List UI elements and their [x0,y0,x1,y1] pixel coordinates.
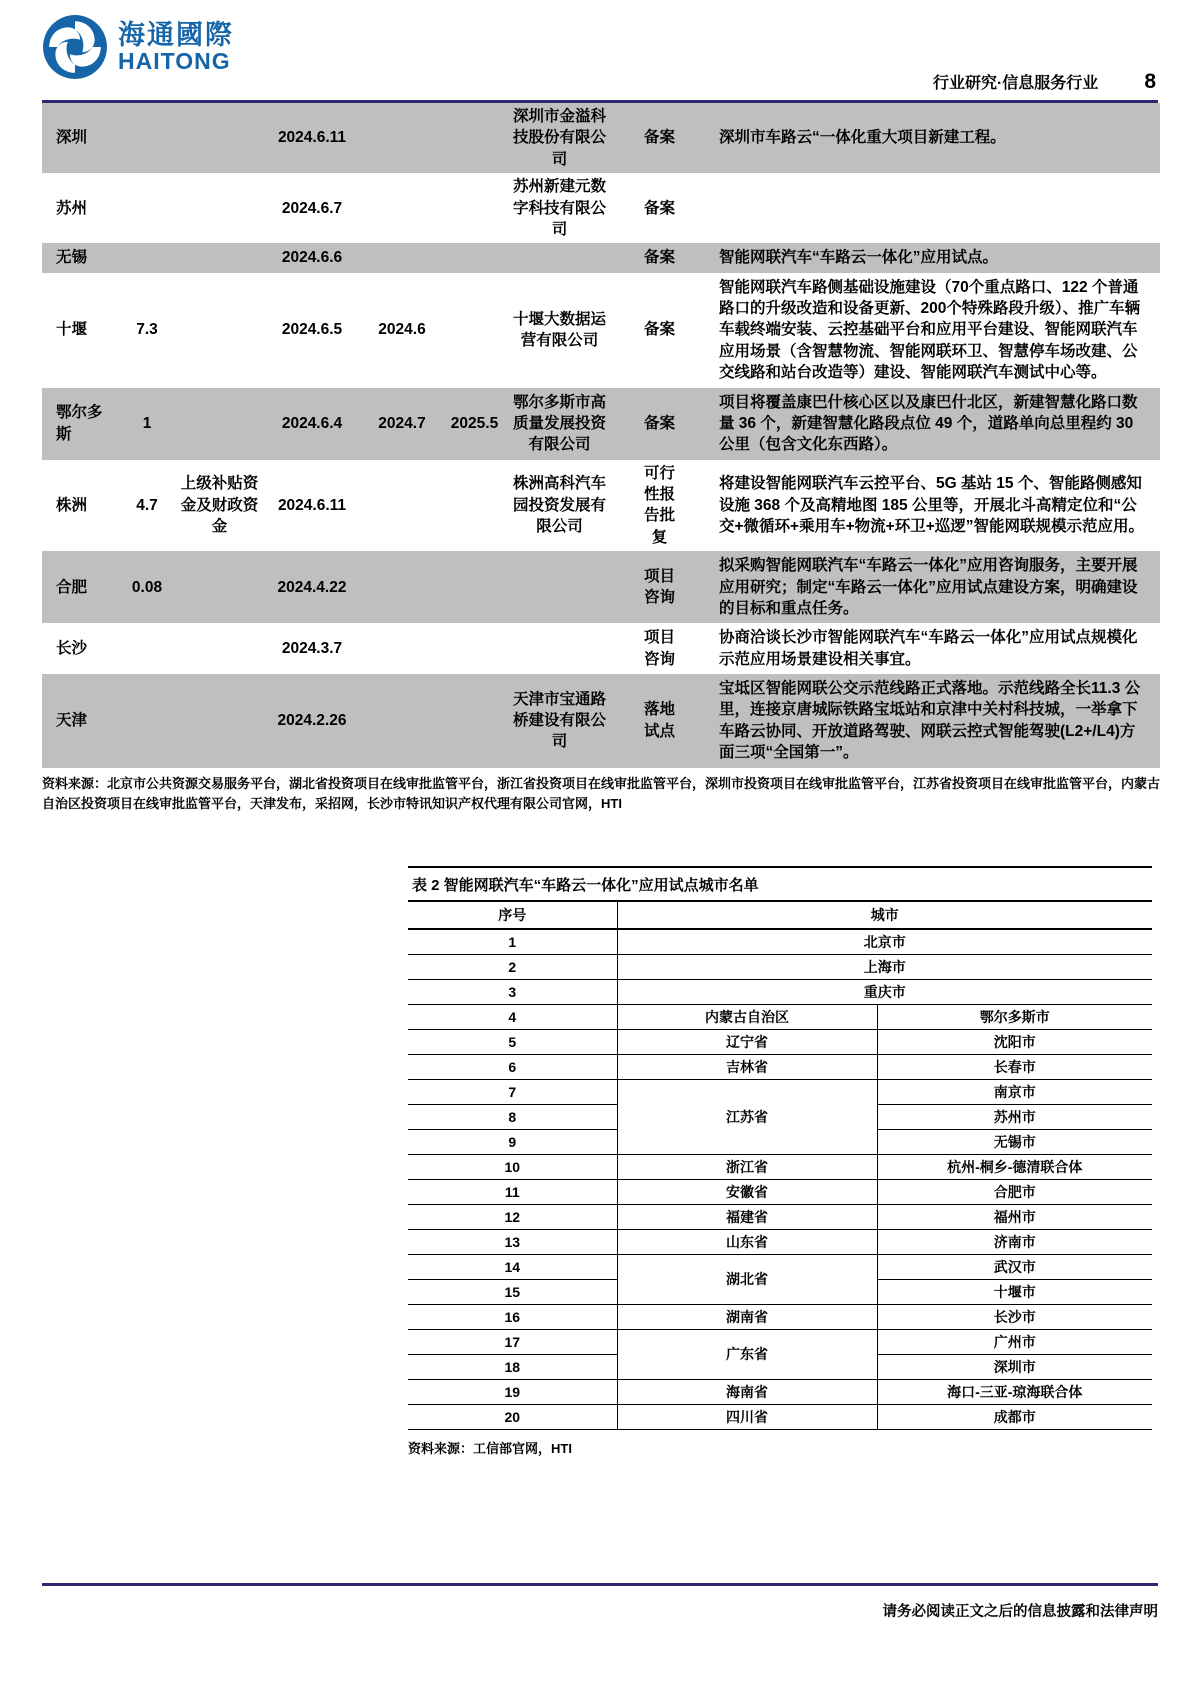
cell-no: 19 [408,1379,617,1404]
cell-city-full: 上海市 [617,954,1152,979]
cell-company: 天津市宝通路桥建设有限公司 [513,690,607,751]
cell-date2 [362,243,442,272]
cell-city: 南京市 [877,1079,1152,1104]
cell-no: 8 [408,1104,617,1129]
cell-amount: 7.3 [136,321,158,339]
cell-amount [117,243,177,272]
cell-amount [117,173,177,243]
cell-no: 2 [408,954,617,979]
cell-funding [177,103,262,173]
cell-desc [707,173,1160,243]
cell-province: 辽宁省 [617,1029,877,1054]
cell-company: 深圳市金溢科技股份有限公司 [513,108,607,168]
cell-date2 [362,674,442,768]
city-table-row [408,1229,1152,1254]
cell-no: 12 [408,1204,617,1229]
cell-province: 内蒙古自治区 [617,1004,877,1029]
cell-date2: 2024.6 [378,321,426,339]
cell-date3 [442,460,507,552]
footer-disclaimer: 请务必阅读正文之后的信息披露和法律声明 [882,1604,1158,1620]
cell-company [507,623,612,674]
cell-city: 广州市 [877,1329,1152,1354]
cell-amount: 0.08 [131,578,163,596]
cell-no: 6 [408,1054,617,1079]
city-table-row [408,1154,1152,1179]
cell-date1: 2024.6.11 [277,496,347,514]
cell-desc: 将建设智能网联汽车云控平台、5G 基站 15 个、智能路侧感知设施 368 个及高精地图 185 公里等，开展北斗高精定位和“公交+微循环+乘用车+物流+环卫+巡逻”智能网联规模示范应用。 [719,475,1145,536]
cell-city: 鄂尔多斯 [56,404,103,443]
cell-amount: 1 [142,414,152,432]
cell-no: 10 [408,1154,617,1179]
cell-city: 鄂尔多斯市 [877,1004,1152,1029]
cell-date1: 2024.3.7 [281,639,343,657]
project-table-row [42,173,1160,243]
city-table-row [408,1179,1152,1204]
project-table-row [42,623,1160,674]
cell-amount: 4.7 [136,496,158,514]
city-table-row [408,954,1152,979]
cell-city: 无锡市 [877,1129,1152,1154]
cell-date3 [442,243,507,272]
cell-desc: 项目将覆盖康巴什核心区以及康巴什北区，新建智慧化路口数量 36 个，新建智慧化路段点位 49 个，道路单向总里程约 30 公里（包含文化东西路）。 [719,393,1138,454]
project-table-row [42,551,1160,623]
logo-en: HAITONG [118,48,231,75]
cell-no: 14 [408,1254,617,1279]
cell-funding [177,623,262,674]
cell-desc: 深圳市车路云“一体化重大项目新建工程。 [719,129,1006,147]
page-footer [42,1583,1158,1621]
project-table-row [42,674,1160,768]
cell-city: 十堰市 [877,1279,1152,1304]
cell-date3 [442,674,507,768]
cell-no: 11 [408,1179,617,1204]
cell-city: 成都市 [877,1404,1152,1429]
city-table-row [408,1404,1152,1429]
cell-date1: 2024.6.6 [281,249,343,267]
cell-no: 4 [408,1004,617,1029]
city-table-header-row [408,901,1152,929]
cell-status: 备案 [643,199,675,217]
cell-city: 济南市 [877,1229,1152,1254]
project-table-row [42,388,1160,460]
cell-desc: 智能网联汽车“车路云一体化”应用试点。 [719,249,999,267]
cell-city: 株洲 [56,496,88,514]
cell-date3 [442,103,507,173]
cell-city: 杭州-桐乡-德清联合体 [877,1154,1152,1179]
cell-city: 沈阳市 [877,1029,1152,1054]
cell-no: 17 [408,1329,617,1354]
cell-date3: 2025.5 [450,414,499,432]
cell-no: 1 [408,929,617,955]
cell-status: 落地试点 [643,701,675,740]
city-table-row [408,1254,1152,1279]
city-table [408,900,1152,1430]
footer-rule [42,1583,1158,1586]
cell-province: 四川省 [617,1404,877,1429]
cell-city: 十堰 [56,321,88,339]
city-table-row [408,1379,1152,1404]
city-table-row [408,1079,1152,1104]
cell-no: 5 [408,1029,617,1054]
cell-date2: 2024.7 [378,414,426,432]
cell-amount [117,674,177,768]
cell-province: 广东省 [617,1329,877,1379]
table2-title: 表 2 智能网联汽车“车路云一体化”应用试点城市名单 [408,866,1152,900]
cell-city: 无锡 [56,249,88,267]
cell-city: 苏州市 [877,1104,1152,1129]
project-table [42,103,1160,768]
cell-company: 鄂尔多斯市高质量发展投资有限公司 [513,393,607,454]
logo-text [118,21,234,73]
cell-company: 十堰大数据运营有限公司 [513,310,607,350]
cell-status: 备案 [643,414,675,432]
cell-province: 安徽省 [617,1179,877,1204]
city-table-row [408,1304,1152,1329]
cell-date1: 2024.4.22 [277,578,347,596]
cell-city: 长沙市 [877,1304,1152,1329]
cell-no: 16 [408,1304,617,1329]
col-header-no: 序号 [408,901,617,929]
cell-city: 长春市 [877,1054,1152,1079]
cell-date3 [442,623,507,674]
cell-funding [177,273,262,388]
cell-no: 13 [408,1229,617,1254]
cell-city: 深圳市 [877,1354,1152,1379]
cell-date3 [442,551,507,623]
cell-city: 苏州 [56,199,88,217]
cell-funding [177,551,262,623]
cell-date2 [362,623,442,674]
cell-city: 海口-三亚-琼海联合体 [877,1379,1152,1404]
cell-status: 备案 [643,129,675,147]
cell-no: 7 [408,1079,617,1104]
cell-date1: 2024.6.5 [281,321,343,339]
city-table-row [408,979,1152,1004]
cell-status: 项目咨询 [643,567,675,607]
cell-date1: 2024.6.11 [277,129,347,147]
cell-no: 20 [408,1404,617,1429]
cell-funding [177,674,262,768]
cell-company [507,243,612,272]
cell-no: 9 [408,1129,617,1154]
cell-city-full: 北京市 [617,929,1152,955]
page-header [42,14,1158,100]
cell-city: 武汉市 [877,1254,1152,1279]
cell-status: 备案 [643,249,675,267]
city-table-row [408,1004,1152,1029]
cell-status: 可行性报告批复 [643,464,675,546]
city-table-row [408,1329,1152,1354]
cell-province: 江苏省 [617,1079,877,1154]
cell-province: 浙江省 [617,1154,877,1179]
cell-desc: 智能网联汽车路侧基础设施建设（70个重点路口、122 个普通路口的升级改造和设备更新、200个特殊路段升级）、推广车辆车载终端安装、云控基础平台和应用平台建设、智能网联汽车应用场景（含智慧物流、智能网联环卫、智慧停车场改建、公交线路和站台改造等）建设、智能网联汽车测试中心等。 [719,278,1141,382]
cell-date2 [362,460,442,552]
cell-amount [117,623,177,674]
cell-province: 吉林省 [617,1054,877,1079]
cell-date1: 2024.2.26 [277,712,347,730]
cell-province: 山东省 [617,1229,877,1254]
cell-no: 18 [408,1354,617,1379]
haitong-logo-icon [42,14,108,80]
cell-funding: 上级补贴资金及财政资金 [180,475,259,536]
cell-company: 苏州新建元数字科技有限公司 [513,178,607,238]
city-table-block [408,866,1152,1457]
cell-city: 合肥市 [877,1179,1152,1204]
cell-no: 15 [408,1279,617,1304]
col-header-city: 城市 [617,901,1152,929]
header-right [933,70,1156,94]
project-table-source: 资料来源：北京市公共资源交易服务平台，湖北省投资项目在线审批监管平台，浙江省投资项目在线审批监管平台，深圳市投资项目在线审批监管平台，江苏省投资项目在线审批监管平台，内蒙古自治区投资项目在线审批监管平台，天津发布，采招网，长沙市特讯知识产权代理有限公司官网，HTI [42,775,1161,811]
cell-funding [177,388,262,460]
cell-funding [177,173,262,243]
cell-city: 长沙 [56,639,88,657]
cell-city-full: 重庆市 [617,979,1152,1004]
project-table-row [42,460,1160,552]
cell-city: 深圳 [56,129,88,147]
project-table-row [42,243,1160,272]
cell-no: 3 [408,979,617,1004]
cell-date1: 2024.6.4 [281,414,343,432]
cell-province: 湖北省 [617,1254,877,1304]
city-table-row [408,1204,1152,1229]
cell-city: 合肥 [56,578,88,596]
cell-date1: 2024.6.7 [281,199,343,217]
cell-city: 福州市 [877,1204,1152,1229]
cell-status: 备案 [643,321,675,339]
page-number: 8 [1144,70,1156,93]
cell-amount [117,103,177,173]
cell-date2 [362,103,442,173]
cell-city: 天津 [56,712,88,730]
cell-province: 福建省 [617,1204,877,1229]
cell-funding [177,243,262,272]
project-table-row [42,103,1160,173]
cell-date2 [362,551,442,623]
city-table-row [408,929,1152,955]
cell-province: 湖南省 [617,1304,877,1329]
city-table-source: 资料来源：工信部官网，HTI [408,1440,572,1456]
city-table-row [408,1029,1152,1054]
cell-date2 [362,173,442,243]
cell-desc: 协商洽谈长沙市智能网联汽车“车路云一体化”应用试点规模化示范应用场景建设相关事宜。 [719,629,1138,668]
cell-company [507,551,612,623]
cell-status: 项目咨询 [643,629,675,668]
report-section-label: 行业研究·信息服务行业 [932,75,1099,92]
logo-cn: 海通國際 [118,19,234,50]
cell-date3 [442,173,507,243]
cell-desc: 宝坻区智能网联公交示范线路正式落地。示范线路全长11.3 公里，连接京唐城际铁路宝坻站和京津中关村科技城，一举拿下车路云协同、开放道路驾驶、网联云控式智能驾驶(L2+/L4)方面三项“全国第一”。 [719,680,1141,762]
cell-date3 [442,273,507,388]
cell-province: 海南省 [617,1379,877,1404]
cell-desc: 拟采购智能网联汽车“车路云一体化”应用咨询服务，主要开展应用研究；制定“车路云一体化”应用试点建设方案，明确建设的目标和重点任务。 [719,557,1138,617]
cell-company: 株洲高科汽车园投资发展有限公司 [513,475,607,536]
city-table-row [408,1054,1152,1079]
project-table-row [42,273,1160,388]
